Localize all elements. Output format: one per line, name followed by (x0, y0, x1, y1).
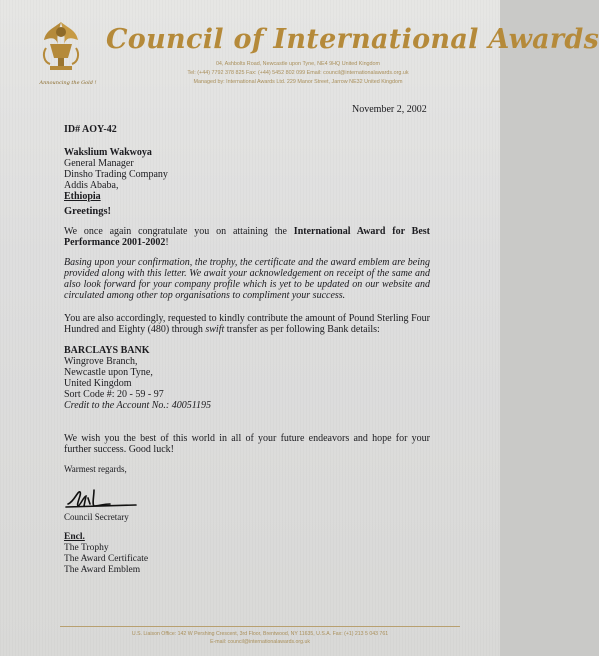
footer-email: E-mail: council@internationalawards.org.uk (210, 639, 310, 645)
enclosure-item: The Award Emblem (64, 565, 141, 575)
para3-lead: You are also accordingly, requested to kindly contribute the amount of Pound Sterling Four Hundred and Eighty (480) through (64, 313, 430, 335)
letterhead-address: 04, Ashbolts Road, Newcastle upon Tyne, NE4 9HQ United Kingdom (215, 61, 381, 67)
swift-word: swift (205, 324, 225, 335)
recipient-city: Addis Ababa, (64, 180, 119, 191)
congratulation-paragraph (64, 226, 430, 248)
greeting: Greetings! (64, 206, 112, 217)
letterhead-contact (118, 60, 478, 87)
payment-request-paragraph (64, 313, 430, 335)
trophy-logo-icon (36, 18, 86, 78)
bank-country: United Kingdom (64, 378, 132, 389)
recipient-title: General Manager (64, 158, 134, 169)
footer-divider (60, 626, 460, 627)
enclosure-item: The Award Certificate (64, 554, 149, 564)
recipient-country: Ethiopia (64, 191, 101, 202)
signatory-title: Council Secretary (64, 512, 129, 522)
recipient-address (64, 147, 168, 202)
account-number: Credit to the Account No.: 40051195 (64, 400, 212, 411)
recipient-name: Wakslium Wakwoya (64, 147, 152, 158)
para1-lead: We once again congratulate you on attaining the (64, 226, 294, 237)
footer-office: U.S. Liaison Office: 142 W Pershing Crescent, 3rd Floor, Brentwood, NY 11635, U.S.A. Fax: (+1) 213 5 043 761 (131, 631, 389, 637)
organization-name: Council of International Awards (106, 24, 599, 55)
letterhead-managed-line: Managed by: International Awards Ltd. 229 Manor Street, Jarrow NE32 United Kingdom (193, 79, 403, 85)
enclosure-item: The Trophy (64, 543, 109, 553)
letter-date: November 2, 2002 (352, 104, 427, 115)
sort-code: Sort Code #: 20 - 59 - 97 (64, 389, 164, 400)
closing: Warmest regards, (64, 464, 127, 474)
bank-branch: Wingrove Branch, (64, 356, 138, 367)
footer (60, 630, 460, 646)
enclosures (64, 532, 148, 576)
confirmation-paragraph: Basing upon your confirmation, the trophy, the certificate and the award emblem are being provided along with this letter. We await your acknowledgement on receipt of the same and also look forward for your company profile which is yet to be updated on our website and circulated among other top organisations to compliment your success. (64, 257, 430, 301)
para3-end: transfer as per following Bank details: (224, 324, 380, 335)
bank-details (64, 345, 211, 411)
reference-id: ID# AOY-42 (64, 124, 117, 135)
bank-city: Newcastle upon Tyne, (64, 367, 153, 378)
letterhead-contact-line: Tel: (+44) 7792 378 825 Fax: (+44) 5452 802 099 Email: council@internationalawards.org.uk (187, 70, 409, 76)
bank-name: BARCLAYS BANK (64, 345, 150, 356)
para1-end: ! (165, 237, 169, 248)
award-title: International Award for Best Performance 2001-2002 (64, 226, 430, 248)
logo-tagline: Announcing the Gold ! (39, 80, 97, 86)
recipient-company: Dinsho Trading Company (64, 169, 168, 180)
wishes-paragraph: We wish you the best of this world in all of your future endeavors and hope for your further success. Good luck! (64, 433, 430, 455)
enclosures-label: Encl. (64, 532, 85, 542)
signature-image (64, 484, 144, 512)
